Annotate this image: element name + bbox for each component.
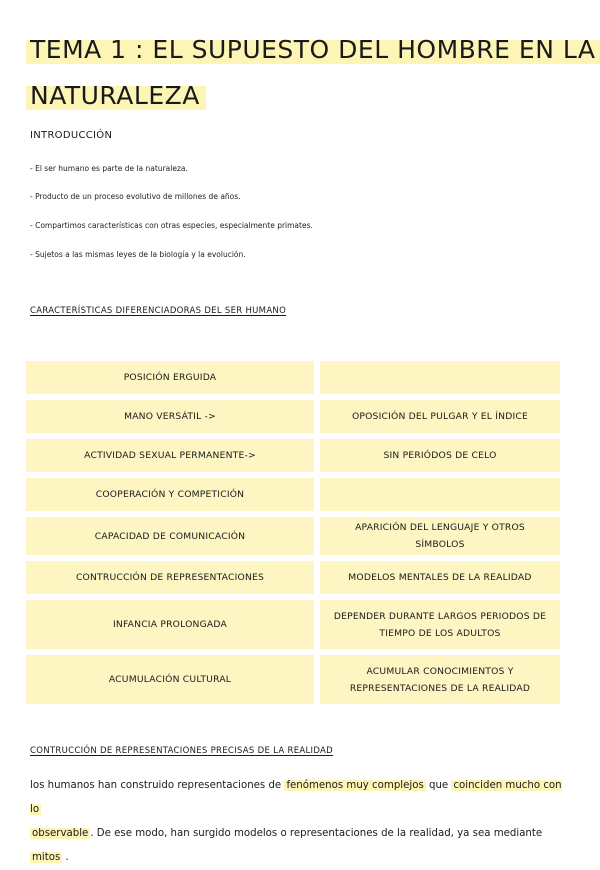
highlighted-text: fenómenos muy complejos: [286, 780, 424, 791]
paragraph-text: .: [62, 852, 69, 863]
paragraph-text: que: [425, 780, 452, 791]
feature-cell: ACUMULACIÓN CULTURAL: [26, 655, 314, 704]
page-title-line-2: NATURALEZA: [26, 80, 206, 112]
intro-bullet: - El ser humano es parte de la naturaleza.: [30, 164, 188, 173]
construction-heading: CONTRUCCIÓN DE REPRESENTACIONES PRECISAS DE LA REALIDAD: [30, 746, 333, 756]
paragraph-text: los humanos han construido representaciones de: [30, 780, 285, 791]
feature-detail-cell: DEPENDER DURANTE LARGOS PERIODOS DE TIEMPO DE LOS ADULTOS: [320, 600, 560, 649]
paragraph-text: . De ese modo, han surgido modelos o representaciones de la realidad, ya sea mediante: [90, 828, 543, 839]
feature-detail-cell: ACUMULAR CONOCIMIENTOS Y REPRESENTACIONES DE LA REALIDAD: [320, 655, 560, 704]
feature-cell: MANO VERSÁTIL ->: [26, 400, 314, 433]
feature-detail-cell: APARICIÓN DEL LENGUAJE Y OTROS SÍMBOLOS: [320, 517, 560, 555]
intro-bullet: - Compartimos características con otras especies, especialmente primates.: [30, 221, 313, 230]
feature-detail-cell: OPOSICIÓN DEL PULGAR Y EL ÍNDICE: [320, 400, 560, 433]
table-row: [26, 561, 560, 594]
feature-detail-cell: SIN PERIÓDOS DE CELO: [320, 439, 560, 472]
table-row: [26, 400, 560, 433]
feature-detail-cell: [320, 361, 560, 394]
intro-bullet: - Sujetos a las mismas leyes de la biología y la evolución.: [30, 250, 246, 259]
highlighted-text: observable: [32, 828, 89, 839]
intro-heading: INTRODUCCIÓN: [30, 130, 113, 141]
table-row: [26, 655, 560, 704]
feature-detail-cell: MODELOS MENTALES DE LA REALIDAD: [320, 561, 560, 594]
highlighted-text: mitos: [32, 852, 61, 863]
construction-paragraph: [30, 774, 575, 870]
feature-cell: CONTRUCCIÓN DE REPRESENTACIONES: [26, 561, 314, 594]
feature-cell: CAPACIDAD DE COMUNICACIÓN: [26, 517, 314, 555]
features-table: [20, 355, 566, 710]
intro-bullet: - Producto de un proceso evolutivo de millones de años.: [30, 192, 241, 201]
feature-cell: COOPERACIÓN Y COMPETICIÓN: [26, 478, 314, 511]
table-row: [26, 600, 560, 649]
feature-detail-cell: [320, 478, 560, 511]
feature-cell: POSICIÓN ERGUIDA: [26, 361, 314, 394]
page-title-line-1: TEMA 1 : EL SUPUESTO DEL HOMBRE EN LA: [26, 34, 600, 66]
highlighted-text: coinciden mucho con lo: [30, 780, 562, 815]
features-heading: CARACTERÍSTICAS DIFERENCIADORAS DEL SER HUMANO: [30, 306, 287, 316]
table-row: [26, 439, 560, 472]
table-row: [26, 517, 560, 555]
feature-cell: ACTIVIDAD SEXUAL PERMANENTE->: [26, 439, 314, 472]
table-row: [26, 361, 560, 394]
table-row: [26, 478, 560, 511]
feature-cell: INFANCIA PROLONGADA: [26, 600, 314, 649]
